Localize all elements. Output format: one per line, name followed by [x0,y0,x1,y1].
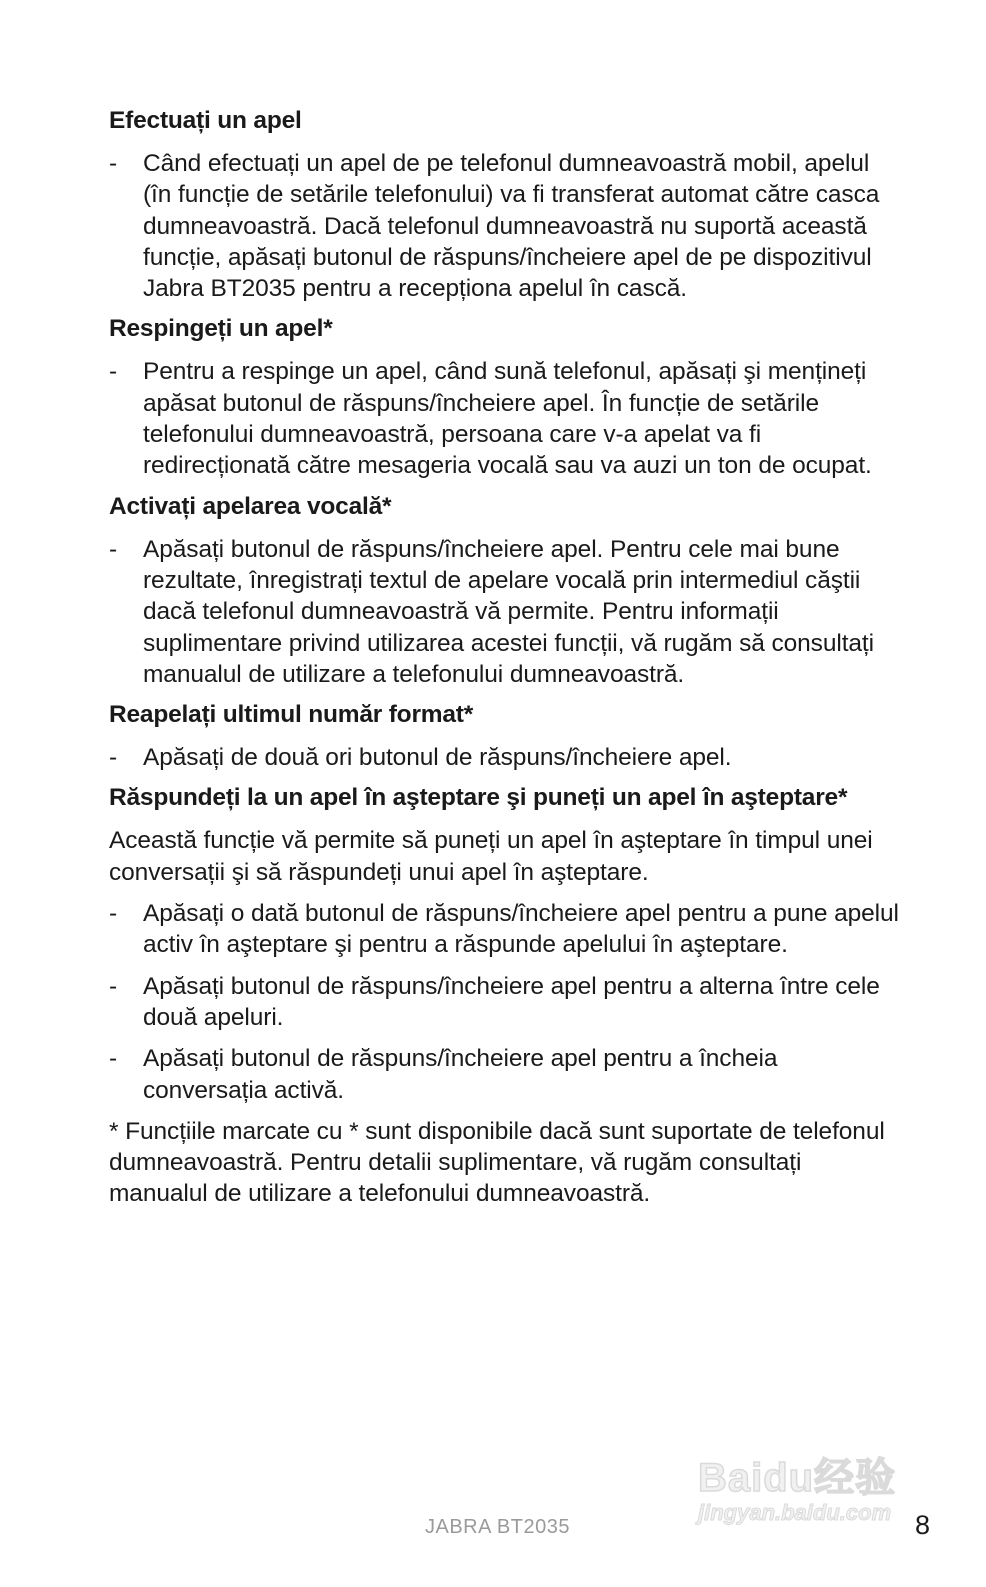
section-voice-dialing [109,492,899,690]
list-item-text: Apăsați o dată butonul de răspuns/încheiere apel pentru a pune apelul activ în aşteptare şi pentru a răspunde apelului în aşteptare. [143,900,899,959]
watermark-url: jingyan.baidu.com [698,1500,892,1525]
list-item [109,1043,899,1106]
list-item-text: Când efectuați un apel de pe telefonul dumneavoastră mobil, apelul (în funcție de setările telefonului) va fi transferat automat către casca dumneavoastră. Dacă telefonul dumneavoastră nu suportă această funcție, apăsați butonul de răspuns/încheiere apel de pe dispozitivul Jabra BT2035 pentru a recepționa apelul în cască. [143,150,880,303]
document-body [109,106,899,1220]
section-heading: Respingeți un apel* [109,315,333,343]
footnote: * Funcțiile marcate cu * sunt disponibile dacă sunt suportate de telefonul dumneavoastră. Pentru detalii suplimentare, vă rugăm consultați manualul de utilizare a telefonului dumneavoastră. [109,1117,885,1208]
bullet-dash: - [109,972,118,1000]
list-item [109,356,899,481]
bullet-dash: - [109,1045,118,1073]
list-item [109,742,899,773]
section-heading: Reapelați ultimul număr format* [109,701,474,729]
list-item [109,971,899,1034]
section-heading: Răspundeți la un apel în aşteptare şi puneți un apel în aşteptare* [109,784,848,812]
page-number: 8 [915,1510,931,1540]
list-item-text: Apăsați butonul de răspuns/încheiere apel pentru a încheia conversația activă. [143,1045,778,1104]
section-intro: Această funcție vă permite să puneți un apel în aşteptare în timpul unei conversații şi să răspundeți unui apel în aşteptare. [109,827,873,886]
list-item [109,534,899,690]
list-item [109,898,899,961]
bullet-dash: - [109,358,118,386]
bullet-dash: - [109,150,118,177]
section-call-waiting [109,783,899,1105]
bullet-dash: - [109,900,118,928]
section-heading: Activați apelarea vocală* [109,492,392,520]
list-item-text: Apăsați butonul de răspuns/încheiere apel. Pentru cele mai bune rezultate, înregistrați textul de apelare vocală prin intermediul căştii dacă telefonul dumneavoastră vă permite. Pentru informații suplimentare privind utilizarea acestei funcții, vă rugăm să consultați manualul de utilizare a telefonului dumneavoastră. [143,535,874,688]
list-item-text: Apăsați de două ori butonul de răspuns/încheiere apel. [143,744,732,772]
list-item-text: Apăsați butonul de răspuns/încheiere apel pentru a alterna între cele două apeluri. [143,972,880,1031]
section-redial [109,700,899,773]
section-make-call [109,106,899,304]
bullet-dash: - [109,744,118,772]
section-reject-call [109,314,899,481]
baidu-watermark [698,1432,938,1542]
footer-product-name: JABRA BT2035 [425,1516,570,1538]
section-heading: Efectuați un apel [109,107,302,134]
bullet-dash: - [109,535,118,563]
watermark-brand: Baidu经验 [698,1456,897,1500]
list-item [109,148,899,304]
list-item-text: Pentru a respinge un apel, când sună telefonul, apăsați şi mențineți apăsat butonul de răspuns/încheiere apel. În funcție de setările telefonului dumneavoastră, persoana care v-a apelat va fi redirecționată către mesageria vocală sau va auzi un ton de ocupat. [143,358,872,480]
